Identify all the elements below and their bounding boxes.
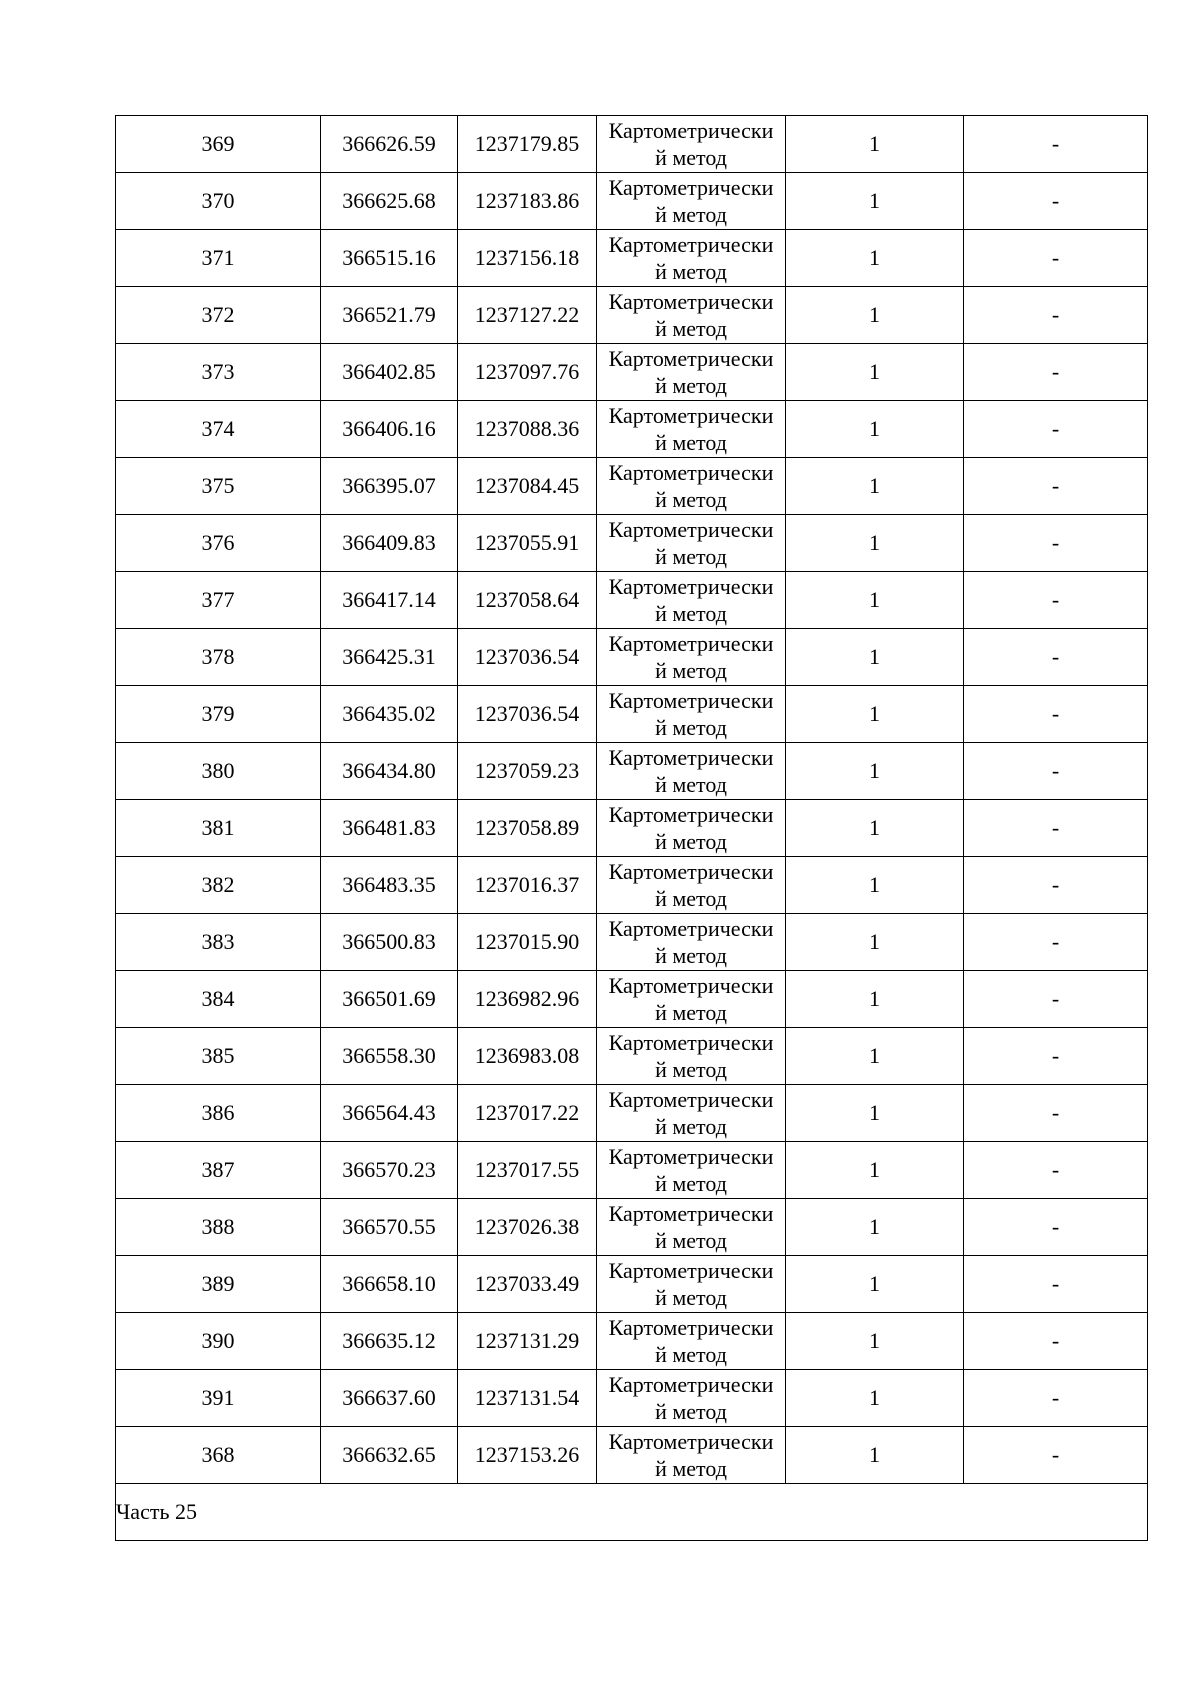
method-cell: Картометрически й метод bbox=[597, 1142, 786, 1199]
method-cell: Картометрически й метод bbox=[597, 914, 786, 971]
accuracy-cell: 1 bbox=[786, 914, 964, 971]
x-coordinate-cell: 366570.55 bbox=[321, 1199, 458, 1256]
accuracy-cell: 1 bbox=[786, 287, 964, 344]
accuracy-cell: 1 bbox=[786, 1142, 964, 1199]
x-coordinate-cell: 366483.35 bbox=[321, 857, 458, 914]
note-cell: - bbox=[964, 686, 1148, 743]
method-cell: Картометрически й метод bbox=[597, 629, 786, 686]
note-cell: - bbox=[964, 629, 1148, 686]
table-body bbox=[116, 116, 1148, 1541]
accuracy-cell: 1 bbox=[786, 116, 964, 173]
y-coordinate-cell: 1237033.49 bbox=[458, 1256, 597, 1313]
table-row bbox=[116, 1142, 1148, 1199]
x-coordinate-cell: 366632.65 bbox=[321, 1427, 458, 1484]
y-coordinate-cell: 1237127.22 bbox=[458, 287, 597, 344]
method-cell: Картометрически й метод bbox=[597, 230, 786, 287]
table-row bbox=[116, 1028, 1148, 1085]
y-coordinate-cell: 1236983.08 bbox=[458, 1028, 597, 1085]
note-cell: - bbox=[964, 572, 1148, 629]
y-coordinate-cell: 1237016.37 bbox=[458, 857, 597, 914]
point-number-cell: 379 bbox=[116, 686, 321, 743]
y-coordinate-cell: 1237153.26 bbox=[458, 1427, 597, 1484]
note-cell: - bbox=[964, 458, 1148, 515]
x-coordinate-cell: 366637.60 bbox=[321, 1370, 458, 1427]
note-cell: - bbox=[964, 1370, 1148, 1427]
method-cell: Картометрически й метод bbox=[597, 173, 786, 230]
y-coordinate-cell: 1237015.90 bbox=[458, 914, 597, 971]
point-number-cell: 390 bbox=[116, 1313, 321, 1370]
point-number-cell: 388 bbox=[116, 1199, 321, 1256]
x-coordinate-cell: 366425.31 bbox=[321, 629, 458, 686]
x-coordinate-cell: 366625.68 bbox=[321, 173, 458, 230]
method-cell: Картометрически й метод bbox=[597, 287, 786, 344]
method-cell: Картометрически й метод bbox=[597, 1256, 786, 1313]
method-cell: Картометрически й метод bbox=[597, 1427, 786, 1484]
x-coordinate-cell: 366481.83 bbox=[321, 800, 458, 857]
method-cell: Картометрически й метод bbox=[597, 515, 786, 572]
accuracy-cell: 1 bbox=[786, 1370, 964, 1427]
note-cell: - bbox=[964, 230, 1148, 287]
method-cell: Картометрически й метод bbox=[597, 1313, 786, 1370]
note-cell: - bbox=[964, 116, 1148, 173]
point-number-cell: 372 bbox=[116, 287, 321, 344]
note-cell: - bbox=[964, 800, 1148, 857]
table-row bbox=[116, 857, 1148, 914]
table-row bbox=[116, 743, 1148, 800]
note-cell: - bbox=[964, 1085, 1148, 1142]
method-cell: Картометрически й метод bbox=[597, 401, 786, 458]
accuracy-cell: 1 bbox=[786, 1256, 964, 1313]
y-coordinate-cell: 1237058.89 bbox=[458, 800, 597, 857]
x-coordinate-cell: 366500.83 bbox=[321, 914, 458, 971]
y-coordinate-cell: 1237179.85 bbox=[458, 116, 597, 173]
x-coordinate-cell: 366570.23 bbox=[321, 1142, 458, 1199]
table-row bbox=[116, 173, 1148, 230]
table-row bbox=[116, 800, 1148, 857]
method-cell: Картометрически й метод bbox=[597, 743, 786, 800]
y-coordinate-cell: 1237026.38 bbox=[458, 1199, 597, 1256]
point-number-cell: 382 bbox=[116, 857, 321, 914]
table-row bbox=[116, 116, 1148, 173]
table-row bbox=[116, 458, 1148, 515]
table-row bbox=[116, 1199, 1148, 1256]
accuracy-cell: 1 bbox=[786, 458, 964, 515]
y-coordinate-cell: 1237055.91 bbox=[458, 515, 597, 572]
note-cell: - bbox=[964, 515, 1148, 572]
y-coordinate-cell: 1237084.45 bbox=[458, 458, 597, 515]
point-number-cell: 380 bbox=[116, 743, 321, 800]
point-number-cell: 391 bbox=[116, 1370, 321, 1427]
table-row bbox=[116, 686, 1148, 743]
point-number-cell: 371 bbox=[116, 230, 321, 287]
x-coordinate-cell: 366515.16 bbox=[321, 230, 458, 287]
note-cell: - bbox=[964, 1313, 1148, 1370]
y-coordinate-cell: 1237088.36 bbox=[458, 401, 597, 458]
note-cell: - bbox=[964, 287, 1148, 344]
y-coordinate-cell: 1237097.76 bbox=[458, 344, 597, 401]
point-number-cell: 386 bbox=[116, 1085, 321, 1142]
table-row bbox=[116, 344, 1148, 401]
table-row bbox=[116, 401, 1148, 458]
x-coordinate-cell: 366395.07 bbox=[321, 458, 458, 515]
part-label: Часть 25 bbox=[116, 1484, 1148, 1541]
note-cell: - bbox=[964, 1199, 1148, 1256]
table-row bbox=[116, 914, 1148, 971]
point-number-cell: 387 bbox=[116, 1142, 321, 1199]
y-coordinate-cell: 1237017.55 bbox=[458, 1142, 597, 1199]
point-number-cell: 385 bbox=[116, 1028, 321, 1085]
accuracy-cell: 1 bbox=[786, 1028, 964, 1085]
point-number-cell: 384 bbox=[116, 971, 321, 1028]
table-row bbox=[116, 1427, 1148, 1484]
table-row bbox=[116, 1370, 1148, 1427]
x-coordinate-cell: 366635.12 bbox=[321, 1313, 458, 1370]
accuracy-cell: 1 bbox=[786, 515, 964, 572]
accuracy-cell: 1 bbox=[786, 173, 964, 230]
method-cell: Картометрически й метод bbox=[597, 1085, 786, 1142]
note-cell: - bbox=[964, 743, 1148, 800]
accuracy-cell: 1 bbox=[786, 1427, 964, 1484]
coordinates-table bbox=[115, 115, 1148, 1541]
method-cell: Картометрически й метод bbox=[597, 1028, 786, 1085]
x-coordinate-cell: 366434.80 bbox=[321, 743, 458, 800]
y-coordinate-cell: 1237059.23 bbox=[458, 743, 597, 800]
point-number-cell: 374 bbox=[116, 401, 321, 458]
point-number-cell: 377 bbox=[116, 572, 321, 629]
method-cell: Картометрически й метод bbox=[597, 572, 786, 629]
note-cell: - bbox=[964, 971, 1148, 1028]
note-cell: - bbox=[964, 173, 1148, 230]
point-number-cell: 376 bbox=[116, 515, 321, 572]
point-number-cell: 389 bbox=[116, 1256, 321, 1313]
y-coordinate-cell: 1237131.29 bbox=[458, 1313, 597, 1370]
point-number-cell: 378 bbox=[116, 629, 321, 686]
method-cell: Картометрически й метод bbox=[597, 971, 786, 1028]
note-cell: - bbox=[964, 1256, 1148, 1313]
x-coordinate-cell: 366435.02 bbox=[321, 686, 458, 743]
x-coordinate-cell: 366417.14 bbox=[321, 572, 458, 629]
accuracy-cell: 1 bbox=[786, 971, 964, 1028]
point-number-cell: 369 bbox=[116, 116, 321, 173]
y-coordinate-cell: 1237036.54 bbox=[458, 686, 597, 743]
note-cell: - bbox=[964, 914, 1148, 971]
accuracy-cell: 1 bbox=[786, 572, 964, 629]
accuracy-cell: 1 bbox=[786, 1313, 964, 1370]
note-cell: - bbox=[964, 1427, 1148, 1484]
x-coordinate-cell: 366626.59 bbox=[321, 116, 458, 173]
method-cell: Картометрически й метод bbox=[597, 116, 786, 173]
x-coordinate-cell: 366521.79 bbox=[321, 287, 458, 344]
note-cell: - bbox=[964, 1142, 1148, 1199]
table-row bbox=[116, 287, 1148, 344]
accuracy-cell: 1 bbox=[786, 1085, 964, 1142]
note-cell: - bbox=[964, 857, 1148, 914]
method-cell: Картометрически й метод bbox=[597, 800, 786, 857]
note-cell: - bbox=[964, 401, 1148, 458]
point-number-cell: 381 bbox=[116, 800, 321, 857]
y-coordinate-cell: 1237183.86 bbox=[458, 173, 597, 230]
accuracy-cell: 1 bbox=[786, 629, 964, 686]
x-coordinate-cell: 366564.43 bbox=[321, 1085, 458, 1142]
point-number-cell: 373 bbox=[116, 344, 321, 401]
accuracy-cell: 1 bbox=[786, 743, 964, 800]
method-cell: Картометрически й метод bbox=[597, 686, 786, 743]
y-coordinate-cell: 1237156.18 bbox=[458, 230, 597, 287]
method-cell: Картометрически й метод bbox=[597, 1370, 786, 1427]
table-row bbox=[116, 1256, 1148, 1313]
x-coordinate-cell: 366501.69 bbox=[321, 971, 458, 1028]
y-coordinate-cell: 1237017.22 bbox=[458, 1085, 597, 1142]
point-number-cell: 370 bbox=[116, 173, 321, 230]
table-row bbox=[116, 572, 1148, 629]
accuracy-cell: 1 bbox=[786, 686, 964, 743]
y-coordinate-cell: 1237036.54 bbox=[458, 629, 597, 686]
note-cell: - bbox=[964, 344, 1148, 401]
method-cell: Картометрически й метод bbox=[597, 1199, 786, 1256]
y-coordinate-cell: 1237131.54 bbox=[458, 1370, 597, 1427]
accuracy-cell: 1 bbox=[786, 800, 964, 857]
accuracy-cell: 1 bbox=[786, 230, 964, 287]
table-row bbox=[116, 1313, 1148, 1370]
x-coordinate-cell: 366402.85 bbox=[321, 344, 458, 401]
table-row bbox=[116, 230, 1148, 287]
table-row bbox=[116, 515, 1148, 572]
accuracy-cell: 1 bbox=[786, 401, 964, 458]
table-row bbox=[116, 971, 1148, 1028]
table-row bbox=[116, 1085, 1148, 1142]
accuracy-cell: 1 bbox=[786, 1199, 964, 1256]
table-footer-row bbox=[116, 1484, 1148, 1541]
point-number-cell: 368 bbox=[116, 1427, 321, 1484]
accuracy-cell: 1 bbox=[786, 857, 964, 914]
point-number-cell: 383 bbox=[116, 914, 321, 971]
x-coordinate-cell: 366409.83 bbox=[321, 515, 458, 572]
x-coordinate-cell: 366406.16 bbox=[321, 401, 458, 458]
table-row bbox=[116, 629, 1148, 686]
method-cell: Картометрически й метод bbox=[597, 458, 786, 515]
note-cell: - bbox=[964, 1028, 1148, 1085]
point-number-cell: 375 bbox=[116, 458, 321, 515]
y-coordinate-cell: 1237058.64 bbox=[458, 572, 597, 629]
y-coordinate-cell: 1236982.96 bbox=[458, 971, 597, 1028]
x-coordinate-cell: 366558.30 bbox=[321, 1028, 458, 1085]
accuracy-cell: 1 bbox=[786, 344, 964, 401]
method-cell: Картометрически й метод bbox=[597, 344, 786, 401]
method-cell: Картометрически й метод bbox=[597, 857, 786, 914]
x-coordinate-cell: 366658.10 bbox=[321, 1256, 458, 1313]
